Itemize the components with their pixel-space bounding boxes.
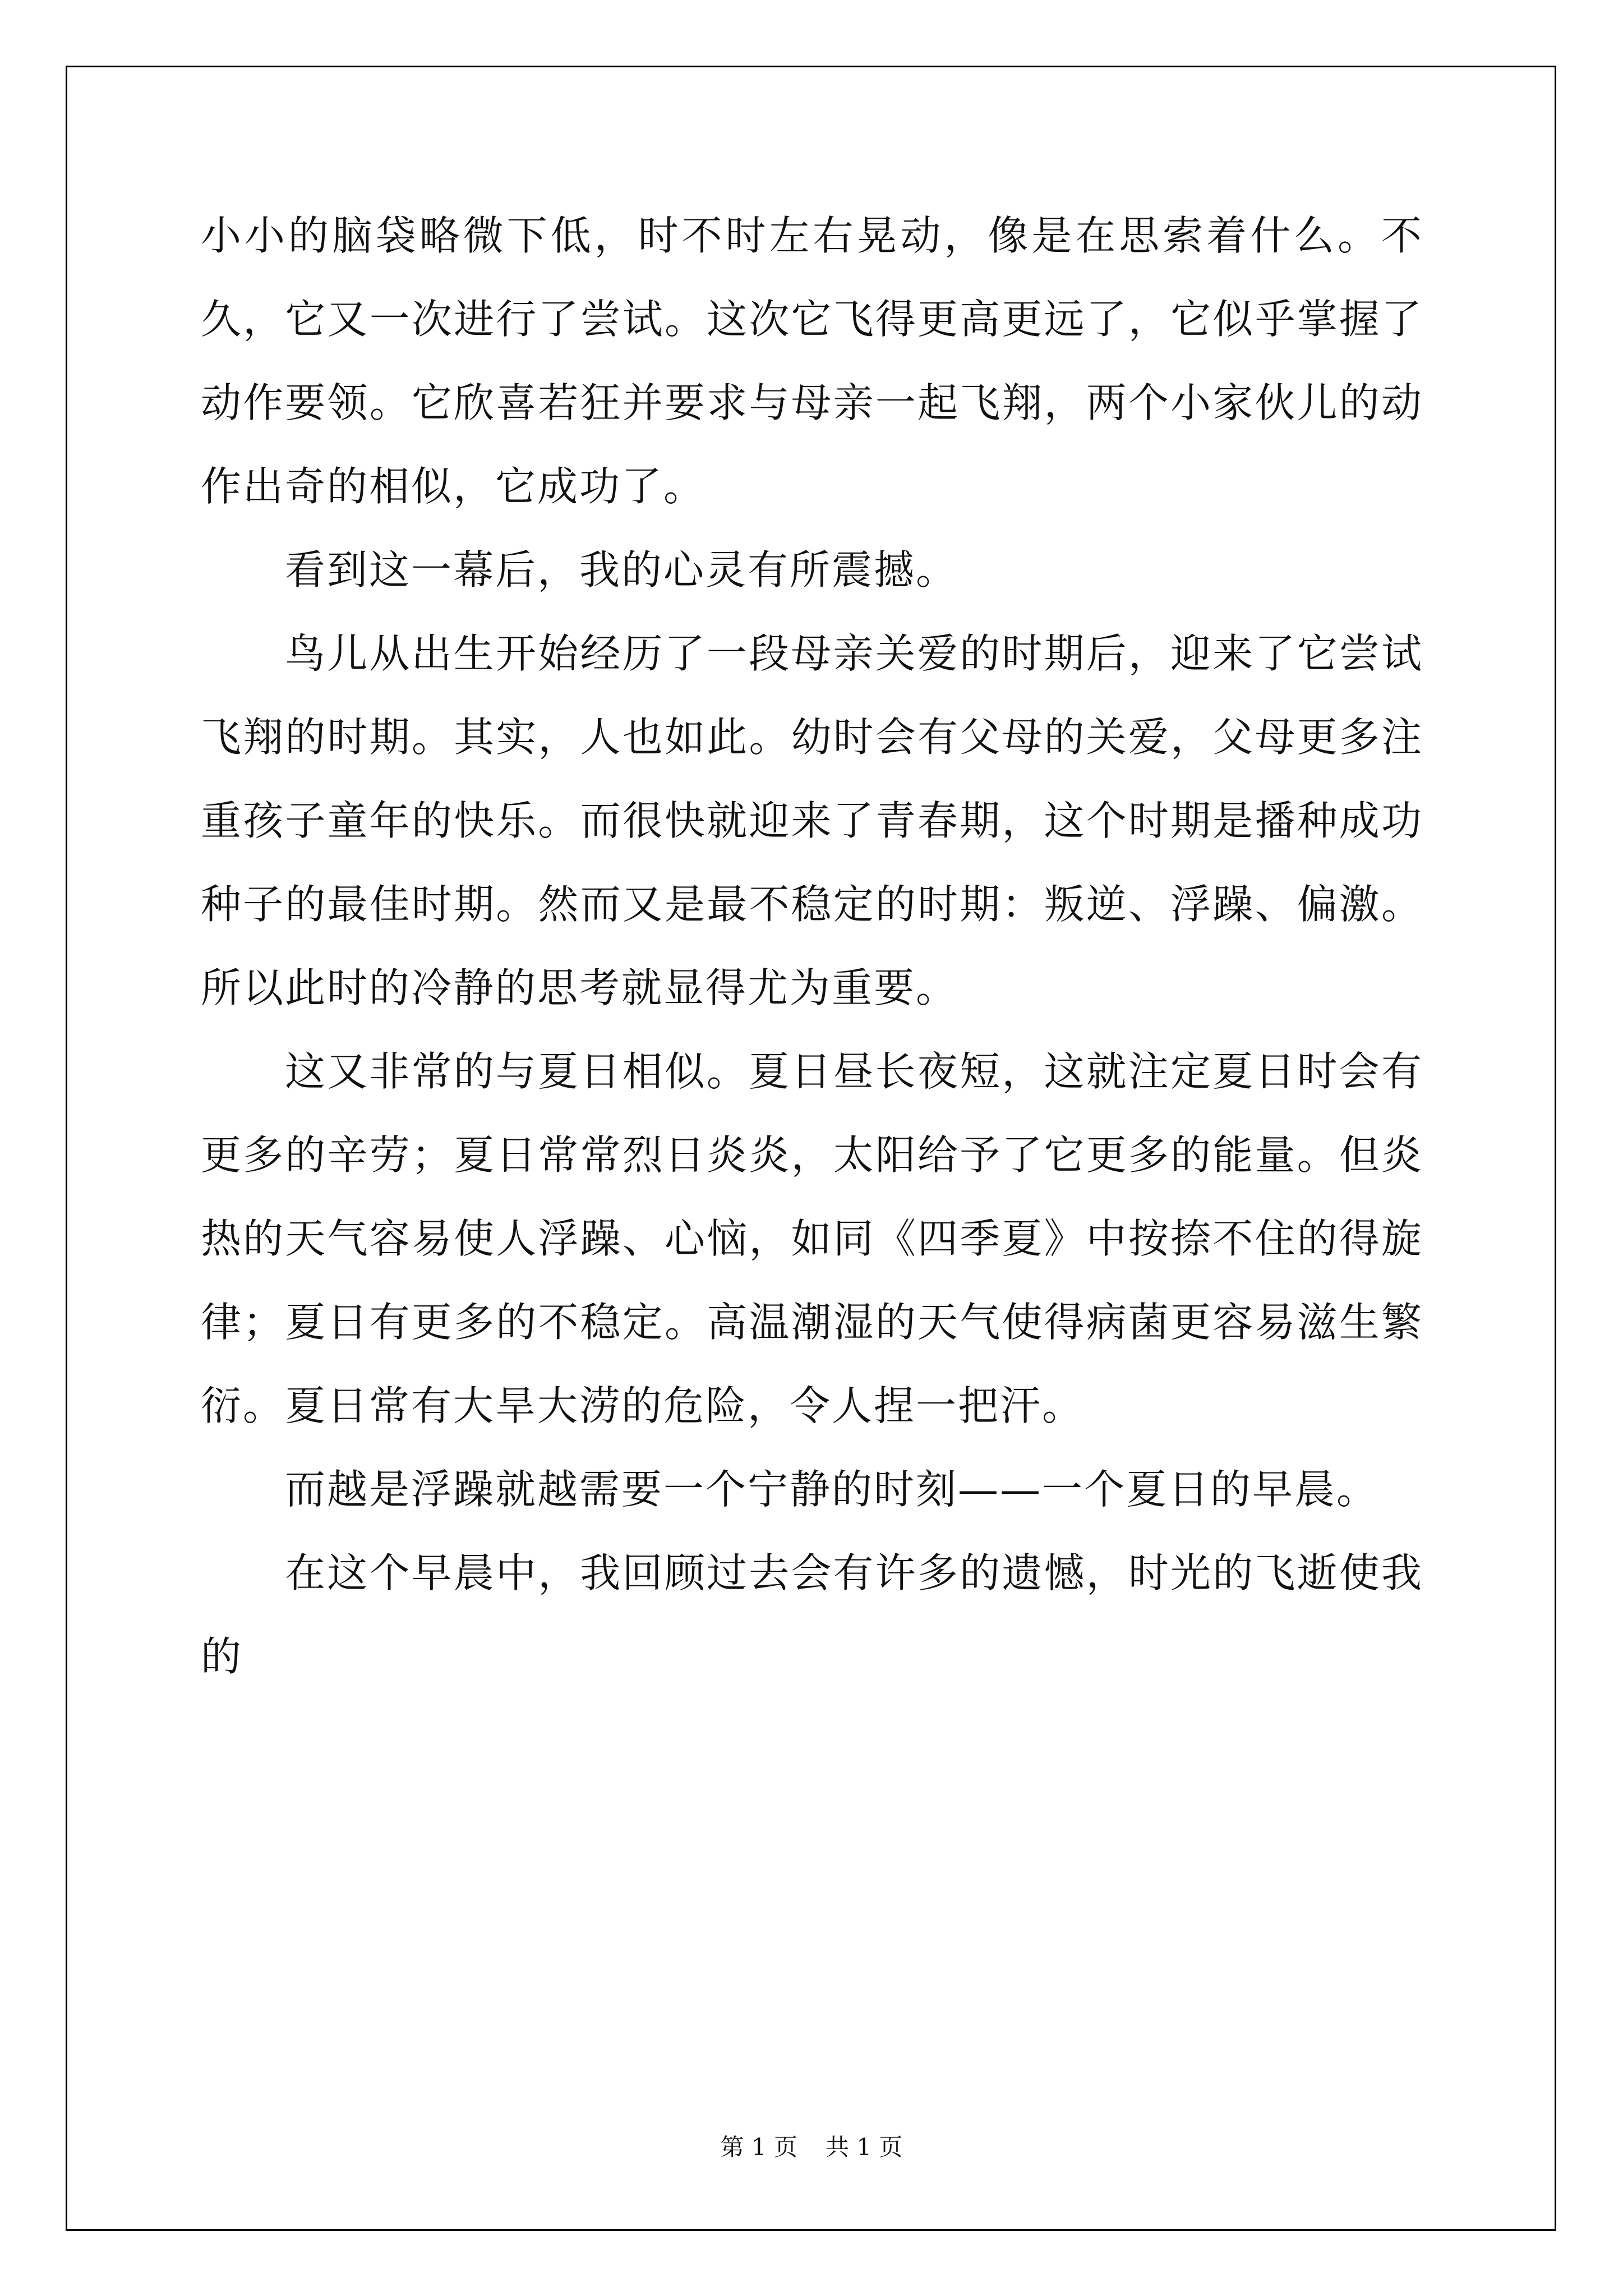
paragraph-3: 鸟儿从出生开始经历了一段母亲关爱的时期后，迎来了它尝试飞翔的时期。其实，人也如此。幼时会有父母的关爱，父母更多注重孩子童年的快乐。而很快就迎来了青春期，这个时期是播种成功种子的最佳时期。然而又是最不稳定的时期：叛逆、浮躁、偏激。所以此时的冷静的思考就显得尤为重要。 — [201, 630, 1423, 1011]
page-total: 共 1 页 — [826, 2133, 903, 2161]
document-body — [201, 194, 1423, 1699]
paragraph-2: 看到这一幕后，我的心灵有所震撼。 — [285, 546, 958, 593]
page-number: 第 1 页 — [720, 2133, 797, 2161]
paragraph-5: 而越是浮躁就越需要一个宁静的时刻——一个夏日的早晨。 — [285, 1466, 1379, 1513]
page-footer — [0, 2131, 1623, 2164]
paragraph-1: 小小的脑袋略微下低，时不时左右晃动，像是在思索着什么。不久，它又一次进行了尝试。这次它飞得更高更远了，它似乎掌握了动作要领。它欣喜若狂并要求与母亲一起飞翔，两个小家伙儿的动作出奇的相似，它成功了。 — [201, 212, 1423, 510]
paragraph-6: 在这个早晨中，我回顾过去会有许多的遗憾，时光的飞逝使我的 — [201, 1549, 1423, 1680]
paragraph-4: 这又非常的与夏日相似。夏日昼长夜短，这就注定夏日时会有更多的辛劳；夏日常常烈日炎炎，太阳给予了它更多的能量。但炎热的天气容易使人浮躁、心恼，如同《四季夏》中按捺不住的得旋律；夏日有更多的不稳定。高温潮湿的天气使得病菌更容易滋生繁衍。夏日常有大旱大涝的危险，令人捏一把汗。 — [201, 1048, 1423, 1429]
